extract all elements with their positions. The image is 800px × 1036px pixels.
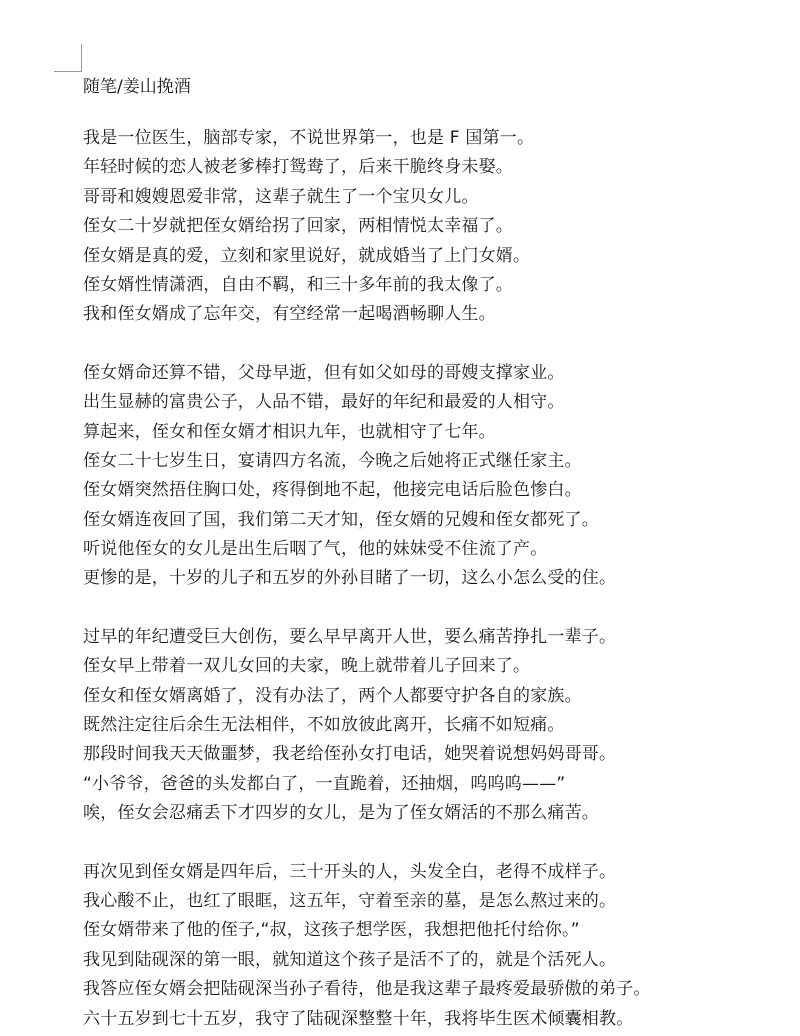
- paragraph-spacer: [83, 330, 783, 359]
- text-line: 唉，侄女会忍痛丢下才四岁的女儿，是为了侄女婿活的不那么痛苦。: [83, 803, 599, 824]
- text-line: 侄女早上带着一双儿女回的夫家，晚上就带着儿子回来了。: [83, 656, 531, 677]
- title-spacer: [83, 100, 783, 124]
- paragraph-spacer: [83, 594, 783, 623]
- text-line: 更惨的是，十岁的儿子和五岁的外孙目睹了一切，这么小怎么受的住。: [83, 568, 617, 589]
- text-line: 侄女婿是真的爱，立刻和家里说好，就成婚当了上门女婿。: [83, 245, 531, 266]
- text-line: 我心酸不止，也红了眼眶，这五年，守着至亲的墓，是怎么熬过来的。: [83, 890, 617, 911]
- text-line: 算起来，侄女和侄女婿才相识九年，也就相守了七年。: [83, 421, 496, 442]
- text-line: 听说他侄女的女儿是出生后咽了气，他的妹妹受不住流了产。: [83, 539, 548, 560]
- text-line: 侄女婿命还算不错，父母早逝，但有如父如母的哥嫂支撑家业。: [83, 362, 565, 383]
- text-line: 年轻时候的恋人被老爹棒打鸳鸯了，后来干脆终身未娶。: [83, 157, 513, 178]
- text-line: 六十五岁到七十五岁，我守了陆砚深整整十年，我将毕生医术倾囊相教。: [83, 1008, 634, 1029]
- document-title: 随笔/姜山挽酒: [83, 77, 191, 97]
- paragraph: [83, 858, 783, 1034]
- text-line: 我答应侄女婿会把陆砚深当孙子看待，他是我这辈子最疼爱最骄傲的弟子。: [83, 979, 651, 1000]
- paragraph: [83, 623, 783, 829]
- text-line: 我是一位医生，脑部专家，不说世界第一，也是 F 国第一。: [83, 128, 535, 148]
- paragraph-container: [83, 124, 783, 1034]
- text-line: 那段时间我天天做噩梦，我老给侄孙女打电话，她哭着说想妈妈哥哥。: [83, 744, 617, 765]
- page-corner-marker: [54, 44, 82, 72]
- text-line: 我和侄女婿成了忘年交，有空经常一起喝酒畅聊人生。: [83, 304, 496, 325]
- document-body: [83, 74, 783, 1034]
- text-line: 侄女婿性情潇洒，自由不羁，和三十多年前的我太像了。: [83, 274, 513, 295]
- text-line: 侄女婿突然捂住胸口处，疼得倒地不起，他接完电话后脸色惨白。: [83, 480, 582, 501]
- corner-marker-horizontal-line: [54, 71, 82, 72]
- paragraph: [83, 124, 783, 330]
- text-line: 哥哥和嫂嫂恩爱非常，这辈子就生了一个宝贝女儿。: [83, 186, 479, 207]
- text-line: 侄女婿带来了他的侄子,“叔，这孩子想学医，我想把他托付给你。”: [83, 920, 580, 941]
- paragraph: [83, 359, 783, 594]
- text-line: 过早的年纪遭受巨大创伤，要么早早离开人世，要么痛苦挣扎一辈子。: [83, 626, 617, 647]
- text-line: 我见到陆砚深的第一眼，就知道这个孩子是活不了的，就是个活死人。: [83, 949, 617, 970]
- text-line: 再次见到侄女婿是四年后，三十开头的人，头发全白，老得不成样子。: [83, 861, 617, 882]
- text-line: 侄女和侄女婿离婚了，没有办法了，两个人都要守护各自的家族。: [83, 685, 582, 706]
- text-line: 侄女二十七岁生日，宴请四方名流，今晚之后她将正式继任家主。: [83, 450, 582, 471]
- corner-marker-vertical-line: [81, 44, 82, 72]
- text-line: 既然注定往后余生无法相伴，不如放彼此离开，长痛不如短痛。: [83, 715, 565, 736]
- paragraph-spacer: [83, 829, 783, 858]
- text-line: 侄女婿连夜回了国，我们第二天才知，侄女婿的兄嫂和侄女都死了。: [83, 509, 599, 530]
- text-line: 出生显赫的富贵公子，人品不错，最好的年纪和最爱的人相守。: [83, 392, 565, 413]
- text-line: “小爷爷，爸爸的头发都白了，一直跪着，还抽烟，呜呜呜——”: [83, 773, 566, 794]
- text-line: 侄女二十岁就把侄女婿给拐了回家，两相情悦太幸福了。: [83, 216, 513, 237]
